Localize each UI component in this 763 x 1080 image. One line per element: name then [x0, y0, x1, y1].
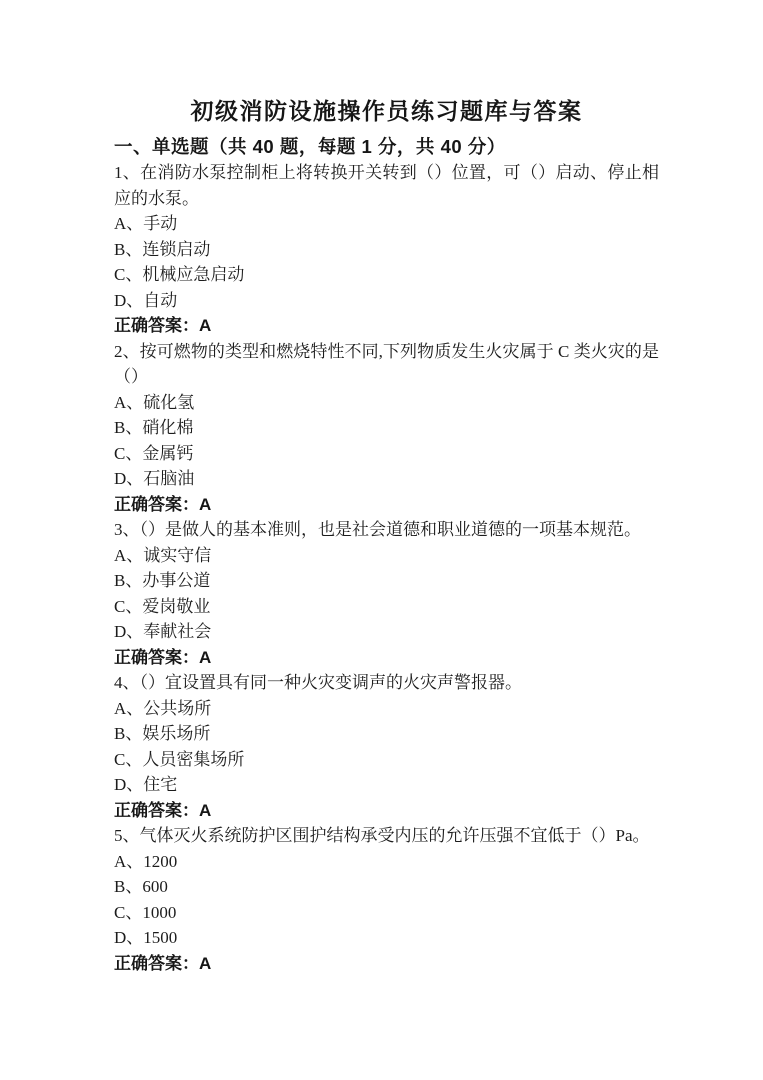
answer-line: 正确答案：A [114, 953, 212, 973]
question-text: 2、按可燃物的类型和燃烧特性不同,下列物质发生火灾属于 C 类火灾的是（） [114, 341, 659, 386]
option-a: A、手动 [114, 214, 178, 233]
answer-line: 正确答案：A [114, 494, 212, 514]
option-b: B、600 [114, 877, 168, 896]
answer-line: 正确答案：A [114, 316, 212, 335]
option-a: A、1200 [114, 851, 178, 871]
option-a: A、诚实守信 [114, 545, 212, 565]
option-c: C、爱岗敬业 [114, 596, 211, 616]
option-a: A、硫化氢 [114, 392, 195, 412]
option-d: D、住宅 [114, 775, 178, 794]
option-d: D、奉献社会 [114, 622, 212, 641]
document-content [114, 0, 659, 976]
answer-line: 正确答案：A [114, 800, 212, 820]
option-c: C、1000 [114, 902, 177, 922]
option-a: A、公共场所 [114, 698, 212, 718]
option-d: D、1500 [114, 928, 178, 947]
question-text: 5、气体灭火系统防护区围护结构承受内压的允许压强不宜低于（）Pa。 [114, 826, 650, 845]
question-text: 3、（）是做人的基本准则，也是社会道德和职业道德的一项基本规范。 [114, 520, 641, 539]
option-d: D、石脑油 [114, 469, 195, 488]
question-text: 4、（）宜设置具有同一种火灾变调声的火灾声警报器。 [114, 673, 522, 692]
option-b: B、连锁启动 [114, 239, 211, 259]
document-title: 初级消防设施操作员练习题库与答案 [190, 98, 583, 124]
question-block-2 [114, 339, 659, 518]
option-b: B、硝化棉 [114, 418, 194, 437]
option-c: C、人员密集场所 [114, 749, 245, 769]
option-b: B、娱乐场所 [114, 724, 211, 743]
answer-line: 正确答案：A [114, 647, 212, 667]
option-d: D、自动 [114, 290, 178, 310]
question-text: 1、在消防水泵控制柜上将转换开关转到（）位置，可（）启动、停止相应的水泵。 [114, 163, 659, 208]
question-block-1 [114, 160, 659, 339]
option-c: C、金属钙 [114, 443, 194, 463]
question-block-3 [114, 517, 659, 670]
section-heading: 一、单选题（共 40 题，每题 1 分，共 40 分） [114, 136, 506, 157]
option-c: C、机械应急启动 [114, 265, 245, 284]
question-block-5 [114, 823, 659, 976]
question-block-4 [114, 670, 659, 823]
option-b: B、办事公道 [114, 571, 211, 590]
